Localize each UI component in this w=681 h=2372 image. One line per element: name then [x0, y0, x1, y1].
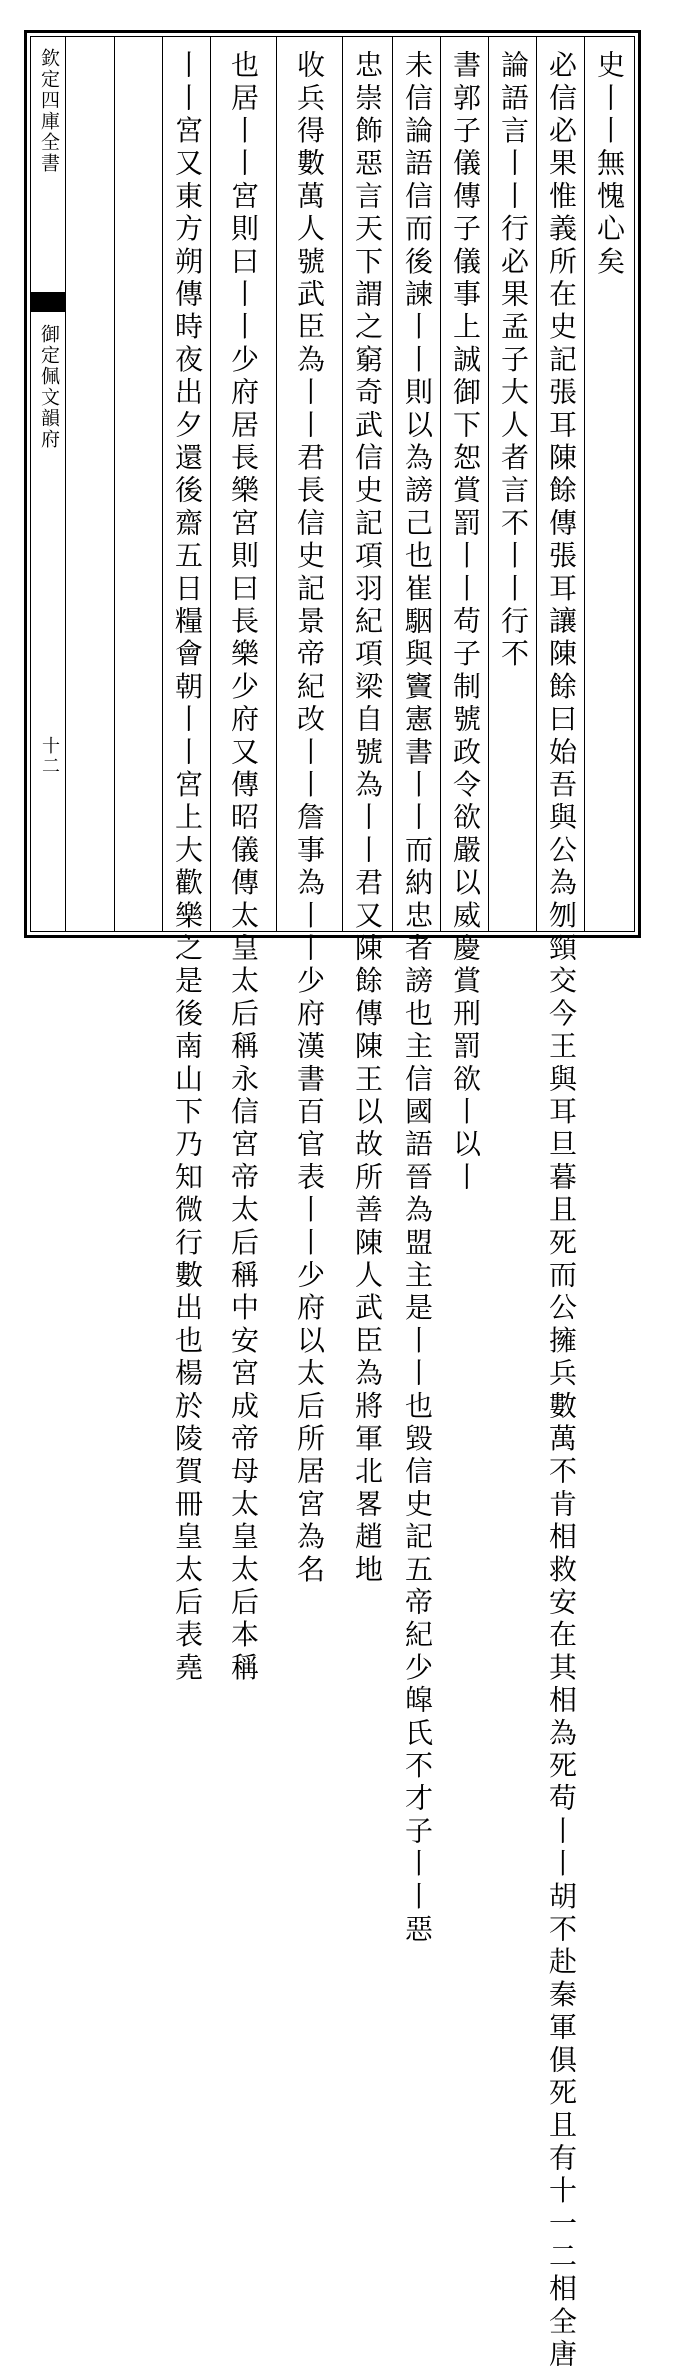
- column-rule: [342, 36, 343, 932]
- margin-book-title: 御定佩文韻府: [38, 324, 60, 450]
- margin-page-number: 十二: [39, 736, 60, 776]
- text-column-5: 未信論語信而後諫丨丨則以為謗己也崔駰與竇憲書丨丨而納忠者謗也主信國語晉為盟主是丨丨也毀信史記五帝紀少皡氏不才子丨丨惡: [401, 50, 434, 1947]
- column-rule: [584, 36, 585, 932]
- text-column-1: 史丨丨無愧心矣: [593, 50, 626, 279]
- text-column-6: 忠崇飾惡言天下謂之窮奇武信史記項羽紀項梁自號為丨丨君又陳餘傳陳王以故所善陳人武臣為將軍北畧趙地: [351, 50, 384, 1587]
- text-column-4: 書郭子儀傳子儀事上誠御下恕賞罰丨丨苟子制號政令欲嚴以威慶賞刑罰欲丨以丨: [449, 50, 482, 1195]
- column-rule: [392, 36, 393, 932]
- fishtail-mark: [30, 292, 66, 312]
- text-column-2: 必信必果惟義所在史記張耳陳餘傳張耳讓陳餘曰始吾與公為刎頸交今王與耳旦暮且死而公擁兵數萬不肯相救安在其相為死苟丨丨胡不赴秦軍俱死且有十一二相全唐: [545, 50, 578, 2372]
- text-column-9: 丨丨宮又東方朔傳時夜出夕還後齋五日糧會朝丨丨宮上大歡樂之是後南山下乃知微行數出也楊於陵賀冊皇太后表堯: [171, 50, 204, 1685]
- column-rule: [440, 36, 441, 932]
- column-rule: [114, 36, 115, 932]
- column-rule: [162, 36, 163, 932]
- text-column-8: 也居丨丨宮則曰丨丨少府居長樂宮則曰長樂少府又傳昭儀傳太皇太后稱永信宮帝太后稱中安宮成帝母太皇太后本稱: [227, 50, 260, 1685]
- column-rule: [536, 36, 537, 932]
- margin-collection-title: 欽定四庫全書: [38, 48, 60, 174]
- column-rule: [276, 36, 277, 932]
- text-column-7: 收兵得數萬人號武臣為丨丨君長信史記景帝紀改丨丨詹事為丨丨少府漢書百官表丨丨少府以太后所居宮為名: [293, 50, 326, 1587]
- column-rule: [488, 36, 489, 932]
- text-column-3: 論語言丨丨行必果孟子大人者言不丨丨行不: [497, 50, 530, 672]
- column-rule: [210, 36, 211, 932]
